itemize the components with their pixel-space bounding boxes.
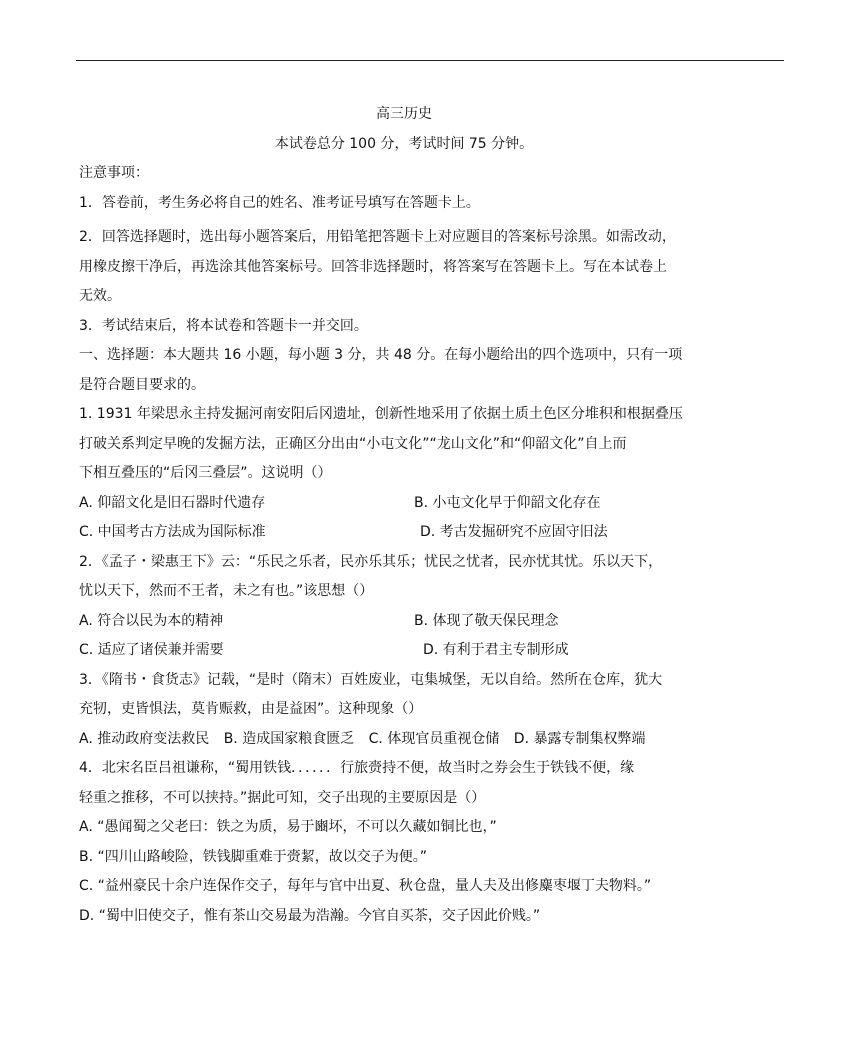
exam-info: 本试卷总分 100 分，考试时间 75 分钟。 xyxy=(274,135,534,152)
notice-item-1: 1．答卷前，考生务必将自己的姓名、准考证号填写在答题卡上。 xyxy=(79,194,480,211)
notice-item-2-line: 无效。 xyxy=(79,288,121,304)
q2-option-a: A. 符合以民为本的精神 xyxy=(79,612,224,629)
q3-option-d: D. 暴露专制集权弊端 xyxy=(513,730,646,747)
page-title: 高三历史 xyxy=(376,106,432,122)
question-3-stem: 3．《隋书・食货志》记载，“是时（隋末）百姓废业，屯集城堡，无以自给。然所在仓库，犹大 xyxy=(79,671,663,688)
question-1-stem: 下相互叠压的“后冈三叠层”。这说明（） xyxy=(79,465,332,481)
q2-option-c: C. 适应了诸侯兼并需要 xyxy=(79,642,224,658)
q1-option-c: C. 中国考古方法成为国际标准 xyxy=(79,524,266,540)
notice-item-3: 3．考试结束后，将本试卷和答题卡一并交回。 xyxy=(79,317,368,334)
question-3-options xyxy=(79,725,729,755)
question-4-stem: 轻重之推移，不可以挟持。”据此可知，交子出现的主要原因是（） xyxy=(79,789,486,806)
q4-option-c: C. “益州豪民十余户连保作交子，每年与官中出夏、秋仓盘，量人夫及出修麋枣堰丁夫物料。” xyxy=(79,878,652,894)
q1-option-d: D. 考古发掘研究不应固守旧法 xyxy=(420,524,608,540)
exam-page xyxy=(79,100,729,931)
q2-option-d: D. 有利于君主专制形成 xyxy=(423,642,569,658)
notice-heading: 注意事项： xyxy=(79,165,149,181)
q4-option-d: D. “蜀中旧使交子，惟有茶山交易最为浩瀚。今官自买茶，交子因此价贱。” xyxy=(79,907,541,924)
question-1-options-row-2 xyxy=(79,518,729,548)
notice-item-2-line: 2．回答选择题时，选出每小题答案后，用铅笔把答题卡上对应题目的答案标号涂黑。如需改动， xyxy=(79,229,676,245)
question-2-options-row-1 xyxy=(79,607,729,637)
q1-option-b: B. 小屯文化早于仰韶文化存在 xyxy=(414,494,601,511)
question-1-options-row-1 xyxy=(79,489,729,519)
section-heading: 是符合题目要求的。 xyxy=(79,376,205,393)
q1-option-a: A. 仰韶文化是旧石器时代遗存 xyxy=(79,494,266,511)
question-2-stem: 2．《孟子・梁惠王下》云：“乐民之乐者，民亦乐其乐；忧民之忧者，民亦忧其忧。乐以天下， xyxy=(79,553,663,570)
header-rule xyxy=(76,60,784,61)
question-1-stem: 1. 1931 年梁思永主持发掘河南安阳后冈遗址，创新性地采用了依据土质土色区分堆积和根据叠压 xyxy=(79,406,683,422)
question-2-options-row-2 xyxy=(79,636,729,666)
q3-option-a: A. 推动政府变法救民 xyxy=(79,730,210,747)
notice-item-2-line: 用橡皮擦干净后，再选涂其他答案标号。回答非选择题时，将答案写在答题卡上。写在本试卷上 xyxy=(79,258,667,275)
q2-option-b: B. 体现了敬天保民理念 xyxy=(414,612,559,629)
question-4-stem: 4．北宋名臣吕祖谦称，“蜀用铁钱．．．．．．行旅赍持不便，故当时之券会生于铁钱不便，缘 xyxy=(79,760,635,776)
q3-option-b: B. 造成国家粮食匮乏 xyxy=(223,730,355,747)
q4-option-a: A. “愚闻蜀之父老曰：铁之为质，易于豳坏，不可以久藏如铜比也，” xyxy=(79,819,497,835)
question-2-stem: 忧以天下，然而不王者，未之有也。”该思想（） xyxy=(79,583,374,599)
section-heading: 一、选择题：本大题共 16 小题，每小题 3 分，共 48 分。在每小题给出的四个选项中，只有一项 xyxy=(79,347,683,363)
q4-option-b: B. “四川山路峻险，铁钱脚重难于赍絜，故以交子为便。” xyxy=(79,848,428,865)
question-1-stem: 打破关系判定早晚的发掘方法，正确区分出由“小屯文化”“龙山文化”和“仰韶文化”自上而 xyxy=(79,435,627,452)
question-3-stem: 充牣，吏皆惧法，莫肯赈救，由是益困”。这种现象（） xyxy=(79,701,423,717)
q3-option-c: C. 体现官员重视仓储 xyxy=(368,730,500,747)
